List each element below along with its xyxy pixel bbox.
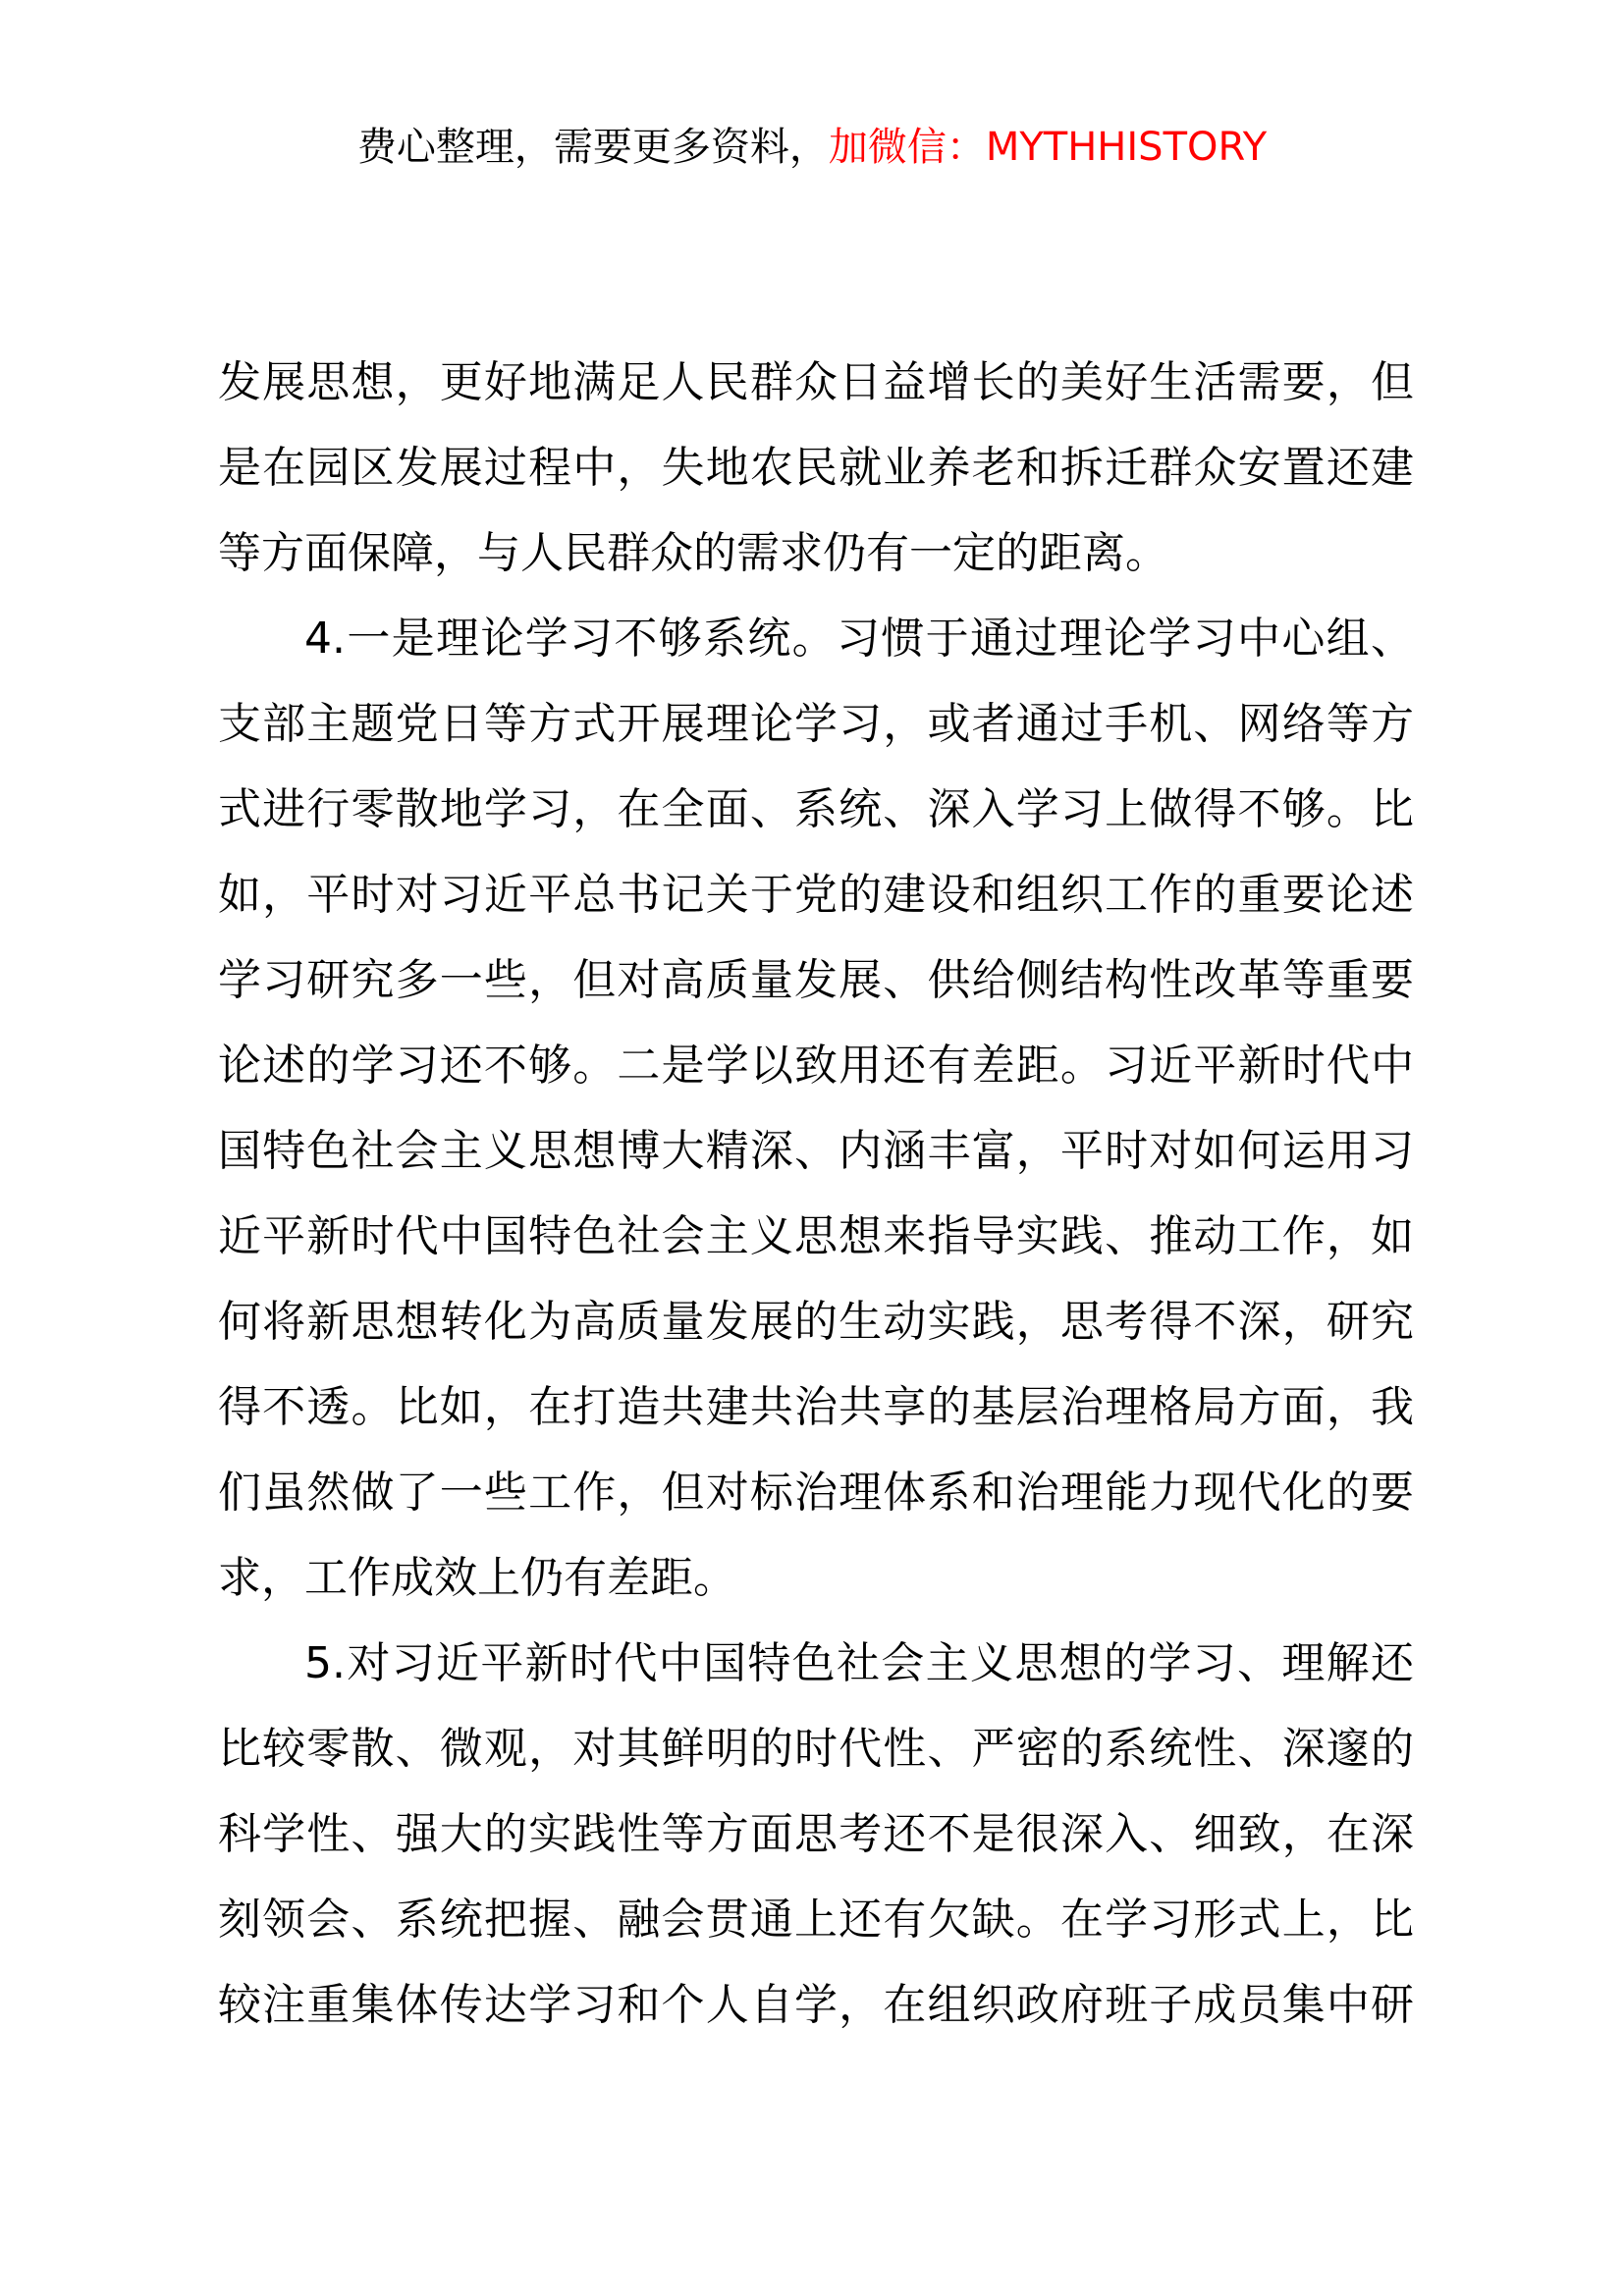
text-line: 比较零散、微观，对其鲜明的时代性、严密的系统性、深邃的	[218, 1724, 1414, 1774]
text-line: 支部主题党日等方式开展理论学习，或者通过手机、网络等方	[218, 699, 1414, 749]
text-line: 等方面保障，与人民群众的需求仍有一定的距离。	[218, 528, 1168, 578]
text-line: 4.一是理论学习不够系统。习惯于通过理论学习中心组、	[304, 614, 1414, 664]
text-line: 式进行零散地学习，在全面、系统、深入学习上做得不够。比	[218, 784, 1414, 834]
text-line: 科学性、强大的实践性等方面思考还不是很深入、细致，在深	[218, 1809, 1414, 1859]
text-line: 近平新时代中国特色社会主义思想来指导实践、推动工作，如	[218, 1211, 1414, 1261]
text-line: 求，工作成效上仍有差距。	[218, 1553, 736, 1603]
text-line: 发展思想，更好地满足人民群众日益增长的美好生活需要，但	[218, 357, 1414, 407]
text-line: 何将新思想转化为高质量发展的生动实践，思考得不深，研究	[218, 1297, 1414, 1347]
text-line: 得不透。比如，在打造共建共治共享的基层治理格局方面，我	[218, 1382, 1414, 1432]
text-line: 论述的学习还不够。二是学以致用还有差距。习近平新时代中	[218, 1041, 1414, 1091]
header-contact: 加微信：MYTHHISTORY	[828, 125, 1268, 170]
text-line: 如，平时对习近平总书记关于党的建设和组织工作的重要论述	[218, 870, 1414, 920]
text-line: 刻领会、系统把握、融会贯通上还有欠缺。在学习形式上，比	[218, 1895, 1414, 1945]
text-line: 国特色社会主义思想博大精深、内涵丰富，平时对如何运用习	[218, 1126, 1414, 1176]
watermark-header	[0, 122, 1624, 173]
text-line: 较注重集体传达学习和个人自学，在组织政府班子成员集中研	[218, 1980, 1414, 2030]
header-note: 费心整理，需要更多资料，	[356, 125, 829, 170]
text-line: 5.对习近平新时代中国特色社会主义思想的学习、理解还	[304, 1638, 1414, 1688]
text-line: 学习研究多一些，但对高质量发展、供给侧结构性改革等重要	[218, 955, 1414, 1005]
document-body	[218, 340, 1414, 2048]
text-line: 是在园区发展过程中，失地农民就业养老和拆迁群众安置还建	[218, 443, 1414, 493]
text-line: 们虽然做了一些工作，但对标治理体系和治理能力现代化的要	[218, 1468, 1414, 1518]
